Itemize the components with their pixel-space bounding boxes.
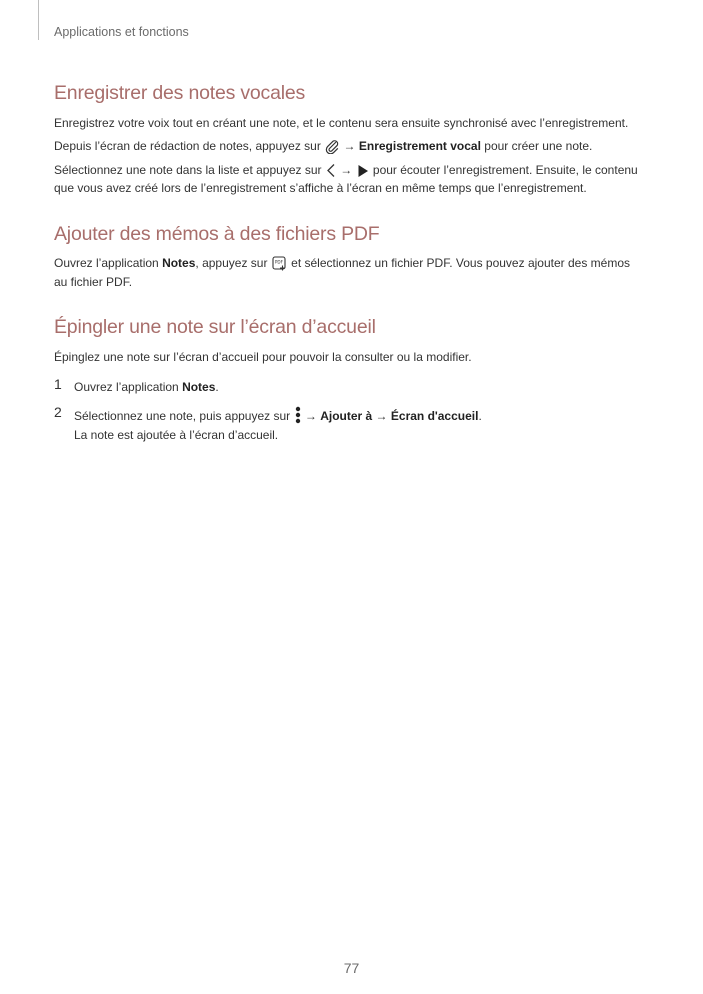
menu-enregistrement-vocal: Enregistrement vocal (358, 139, 481, 153)
step-number: 2 (54, 404, 62, 420)
text: et sélectionnez un fichier PDF. Vous pouvez ajouter des mémos (291, 256, 630, 270)
text: . (478, 409, 482, 423)
section-heading-pdf-memos: Ajouter des mémos à des fichiers PDF (54, 223, 380, 245)
text: Sélectionnez une note dans la liste et appuyez sur (54, 163, 322, 177)
step-number: 1 (54, 376, 62, 392)
svg-text:PDF: PDF (274, 259, 283, 265)
text: . (215, 380, 219, 394)
text: Sélectionnez une note, puis appuyez sur (74, 409, 291, 423)
step-text-continued: La note est ajoutée à l’écran d’accueil. (74, 428, 279, 442)
paragraph-continued: que vous avez créé lors de l’enregistrement s’affiche à l’écran en même temps que l’enregistrement. (54, 181, 587, 195)
app-name-notes: Notes (182, 380, 216, 394)
section-heading-voice-notes: Enregistrer des notes vocales (54, 82, 306, 104)
arrow: → (375, 409, 388, 423)
paragraph: Enregistrez votre voix tout en créant une note, et le contenu sera ensuite synchronisé avec l’enregistrement. (54, 116, 629, 130)
paragraph-continued: au fichier PDF. (54, 275, 133, 289)
header-divider (38, 0, 39, 40)
arrow: → (343, 139, 356, 153)
page-header: Applications et fonctions (54, 25, 189, 39)
arrow: → (340, 163, 353, 177)
section-heading-pin-note: Épingler une note sur l’écran d’accueil (54, 316, 376, 338)
text: Ouvrez l’application (54, 256, 159, 270)
paragraph (54, 137, 654, 160)
arrow: → (304, 409, 317, 423)
app-name-notes: Notes (162, 256, 196, 270)
paragraph: Épinglez une note sur l’écran d’accueil pour pouvoir la consulter ou la modifier. (54, 350, 472, 364)
text: Ouvrez l’application (74, 380, 179, 394)
page-number: 77 (343, 960, 360, 976)
text: pour écouter l’enregistrement. Ensuite, le contenu (372, 163, 638, 177)
text: , appuyez sur (195, 256, 268, 270)
menu-ecran-accueil: Écran d'accueil (390, 409, 479, 423)
text: pour créer une note. (484, 139, 593, 153)
text: Depuis l’écran de rédaction de notes, appuyez sur (54, 139, 321, 153)
step-text (74, 378, 674, 397)
paperclip-icon (325, 139, 339, 160)
menu-ajouter-a: Ajouter à (320, 409, 373, 423)
